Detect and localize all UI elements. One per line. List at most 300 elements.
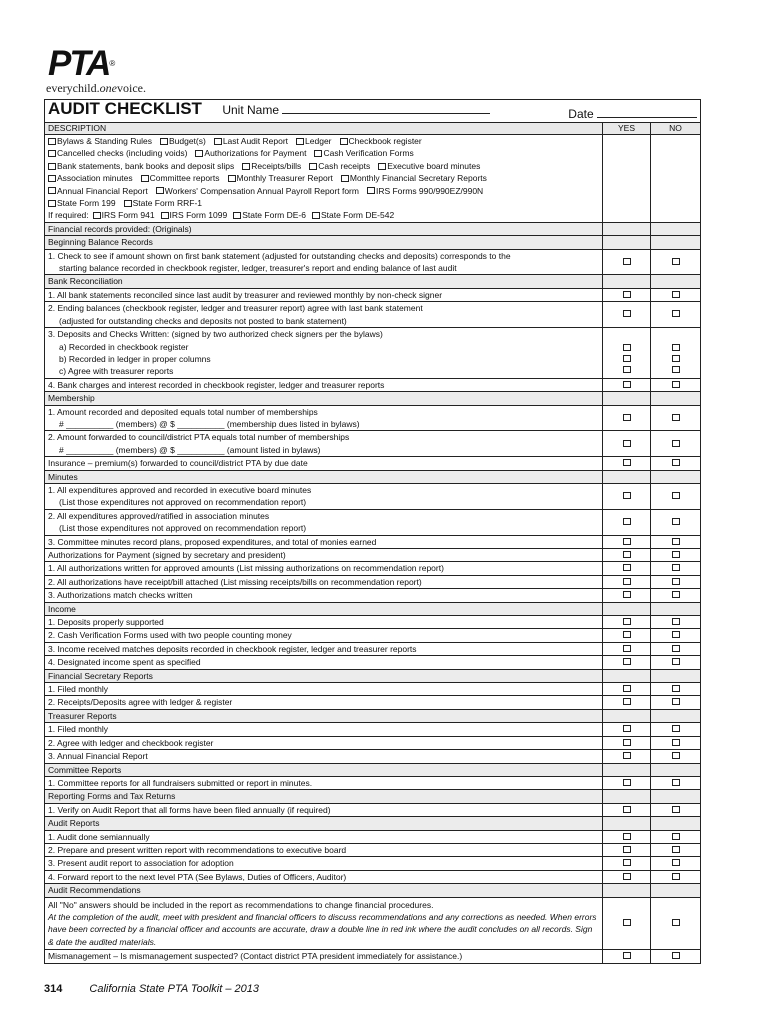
document-item [340,136,422,146]
checkbox[interactable] [623,725,631,732]
checklist-item-text [45,723,603,736]
document-label: Bank statements, bank books and deposit slips [57,160,235,171]
checkbox[interactable] [312,212,320,219]
checkbox[interactable] [367,187,375,194]
yes-cell [603,457,651,470]
checklist-item-text [45,750,603,763]
documents-line [48,160,599,172]
row-text: 2. All expenditures approved/ratified in association minutes [48,510,270,521]
section-header-row [45,470,701,483]
yes-cell [603,790,651,803]
yes-cell [603,870,651,883]
no-cell [651,302,701,328]
checkbox[interactable] [623,414,631,421]
document-item [214,136,288,146]
row-text-continued: (adjusted for outstanding checks and deposits not posted to bank statement) [59,315,347,326]
no-cell [651,549,701,562]
checkbox[interactable] [672,859,680,866]
row-text: 2. Agree with ledger and checkbook register [48,737,214,748]
checkbox[interactable] [672,440,680,447]
checkbox[interactable] [623,846,631,853]
section-title [45,470,603,483]
checkbox[interactable] [623,618,631,625]
checkbox[interactable] [672,310,680,317]
checkbox[interactable] [623,919,631,926]
document-item [314,148,413,158]
no-cell [651,736,701,749]
yes-cell [603,817,651,830]
sub-item-text: b) Recorded in ledger in proper columns [59,353,211,364]
no-cell [651,656,701,669]
checkbox[interactable] [623,518,631,525]
document-item [195,148,306,158]
yes-cell [603,602,651,615]
checkbox[interactable] [623,833,631,840]
yes-cell [603,470,651,483]
recommendations-row [45,897,701,950]
checklist-item-text [45,803,603,816]
checkbox[interactable] [672,518,680,525]
checkbox[interactable] [672,779,680,786]
yes-cell [603,549,651,562]
checkbox[interactable] [623,381,631,388]
checkbox[interactable] [48,150,56,157]
document-label: Bylaws & Standing Rules [57,136,152,146]
yes-cell [603,392,651,405]
documents-list [45,135,603,223]
row-text: 1. All authorizations written for approved amounts (List missing authorizations on recommendation report) [48,563,444,574]
checklist-item-text [45,870,603,883]
checkbox[interactable] [340,138,348,145]
checkbox[interactable] [672,344,680,351]
document-item [309,161,370,171]
checkbox[interactable] [228,175,236,182]
checkbox[interactable] [48,163,56,170]
checkbox[interactable] [623,859,631,866]
checkbox[interactable] [672,366,680,373]
document-label: State Form DE-6 [242,210,306,221]
checkbox[interactable] [672,459,680,466]
yes-cell [603,575,651,588]
checkbox[interactable] [623,492,631,499]
recommendations-instructions: At the completion of the audit, meet with president and financial officers to discuss recommendations and any corrections as needed. When errors have been corrected by a financial officer and accounts are accurate, draw a double line in red ink where the audit concludes on all records. Sign & date the audited materials. [48,911,597,947]
document-item [93,210,155,220]
row-text: 2. Prepare and present written report with recommendations to executive board [48,844,347,855]
checkbox[interactable] [623,645,631,652]
checklist-item-text [45,457,603,470]
checkbox[interactable] [623,752,631,759]
row-text: Committee Reports [48,764,122,775]
row-text: 2. Amount forwarded to council/district PTA equals total number of memberships [48,432,350,443]
checkbox[interactable] [672,591,680,598]
if-required-line [48,209,599,221]
section-title [45,222,603,235]
checklist-row [45,509,701,535]
row-text: 4. Bank charges and interest recorded in checkbook register, ledger and treasurer reports [48,379,385,390]
column-header-row [45,123,701,135]
documents-no-cell [651,135,701,223]
document-item [242,161,301,171]
row-text: 3. Deposits and Checks Written: (signed by two authorized check signers per the bylaws) [48,329,383,340]
checkbox[interactable] [672,355,680,362]
checkbox[interactable] [623,258,631,265]
no-cell [651,696,701,709]
checkbox[interactable] [48,200,56,207]
checkbox[interactable] [623,685,631,692]
document-item [48,186,148,196]
no-cell [651,803,701,816]
row-text-continued: # __________ (members) @ $ __________ (membership dues listed in bylaws) [59,418,360,429]
checkbox[interactable] [623,459,631,466]
yes-cell [603,222,651,235]
checkbox[interactable] [195,150,203,157]
yes-cell [603,431,651,457]
checkbox[interactable] [214,138,222,145]
yes-cell [603,736,651,749]
checkbox[interactable] [623,344,631,351]
section-title [45,392,603,405]
checkbox[interactable] [623,355,631,362]
document-item [228,173,333,183]
if-required-label: If required: [48,210,89,221]
document-item [48,173,133,183]
section-header-row [45,236,701,249]
section-title [45,669,603,682]
checkbox[interactable] [672,658,680,665]
checkbox[interactable] [48,187,56,194]
checkbox[interactable] [672,698,680,705]
yes-cell [603,302,651,328]
footer-source: California State PTA Toolkit – 2013 [89,983,259,995]
checkbox[interactable] [623,366,631,373]
row-text: Audit Reports [48,818,100,829]
description-column-header: DESCRIPTION [45,123,603,135]
section-header-row [45,817,701,830]
section-header-row [45,602,701,615]
checklist-row [45,683,701,696]
document-label: Cancelled checks (including voids) [57,148,188,159]
row-text: 1. Committee reports for all fundraisers submitted or report in minutes. [48,777,313,788]
no-cell [651,817,701,830]
checkbox[interactable] [672,846,680,853]
sub-item-text: c) Agree with treasurer reports [59,366,174,377]
no-cell [651,857,701,870]
yes-cell [603,884,651,897]
unit-name-field[interactable] [282,102,490,114]
checklist-row [45,249,701,275]
document-label: Authorizations for Payment [204,148,307,159]
document-label: Monthly Financial Secretary Reports [349,173,487,184]
tagline-part: one [99,81,117,95]
checklist-item-text [45,642,603,655]
row-text-continued: (List those expenditures not approved on recommendation report) [59,523,307,534]
document-label: IRS Form 1099 [169,210,228,221]
checklist-header-row [45,100,701,123]
document-label: Cash receipts [318,160,371,171]
checkbox[interactable] [623,551,631,558]
checklist-row [45,736,701,749]
section-title [45,884,603,897]
checklist-item-text [45,629,603,642]
section-header-row [45,392,701,405]
checkbox[interactable] [672,806,680,813]
row-text: Financial Secretary Reports [48,670,153,681]
checkbox[interactable] [242,163,250,170]
row-text: Financial records provided: (Originals) [48,223,192,234]
section-title [45,709,603,722]
checkbox[interactable] [124,200,132,207]
page-title: AUDIT CHECKLIST [48,98,202,118]
yes-cell [603,897,651,950]
checklist-row [45,723,701,736]
no-cell [651,870,701,883]
row-text-continued: # __________ (members) @ $ __________ (amount listed in bylaws) [59,444,321,455]
no-cell [651,483,701,509]
yes-cell [603,750,651,763]
checkbox[interactable] [623,310,631,317]
checklist-row [45,405,701,431]
checklist-row [45,803,701,816]
checkbox[interactable] [672,564,680,571]
yes-cell [603,535,651,548]
documents-line [48,172,599,184]
checkbox[interactable] [623,591,631,598]
no-cell [651,509,701,535]
checkbox[interactable] [48,138,56,145]
yes-cell [603,483,651,509]
no-cell [651,830,701,843]
date-label: Date [568,106,594,121]
document-item [48,148,187,158]
no-cell [651,616,701,629]
checkbox[interactable] [672,685,680,692]
checkbox[interactable] [623,291,631,298]
checklist-item-text [45,535,603,548]
checkbox[interactable] [672,833,680,840]
checkbox[interactable] [623,779,631,786]
checkbox[interactable] [48,175,56,182]
checkbox[interactable] [672,952,680,959]
checkbox[interactable] [672,381,680,388]
yes-cell [603,950,651,963]
checkbox[interactable] [341,175,349,182]
checkbox[interactable] [296,138,304,145]
document-item [341,173,487,183]
no-cell [651,602,701,615]
row-text-continued: (List those expenditures not approved on recommendation report) [59,497,307,508]
no-cell [651,843,701,856]
no-cell [651,950,701,963]
row-text-continued: starting balance recorded in checkbook register, ledger, treasurer's report and ending balance of last audit [59,263,457,274]
row-text: 2. Ending balances (checkbook register, ledger and treasurer report) agree with last bank statement [48,303,423,314]
checkbox[interactable] [672,551,680,558]
checkbox[interactable] [314,150,322,157]
no-cell [651,275,701,288]
unit-name-label: Unit Name [222,102,280,117]
checkbox[interactable] [623,658,631,665]
no-cell [651,897,701,950]
section-header-row [45,763,701,776]
checkbox[interactable] [672,291,680,298]
section-header-row [45,275,701,288]
checkbox[interactable] [623,739,631,746]
row-text: 1. All expenditures approved and recorded in executive board minutes [48,484,312,495]
section-header-row [45,709,701,722]
checkbox[interactable] [672,739,680,746]
document-item [141,173,220,183]
row-text: 2. Cash Verification Forms used with two people counting money [48,630,292,641]
document-item [161,210,228,220]
checkbox[interactable] [623,698,631,705]
documents-yes-cell [603,135,651,223]
checklist-row [45,642,701,655]
pta-logo-mark: PTA [48,44,110,83]
checklist-item-text [45,288,603,301]
checklist-item-text [45,696,603,709]
checkbox[interactable] [623,578,631,585]
pta-logo [48,46,158,96]
document-item [48,136,152,146]
checkbox[interactable] [161,212,169,219]
document-item [296,136,331,146]
checkbox[interactable] [378,163,386,170]
checkbox[interactable] [160,138,168,145]
no-cell [651,575,701,588]
checkbox[interactable] [623,806,631,813]
checkbox[interactable] [623,564,631,571]
no-cell [651,709,701,722]
checklist-item-text [45,776,603,789]
no-cell [651,405,701,431]
checkbox[interactable] [672,414,680,421]
checkbox[interactable] [233,212,241,219]
checkbox[interactable] [309,163,317,170]
checkbox[interactable] [672,919,680,926]
checkbox[interactable] [672,538,680,545]
checklist-item-text [45,549,603,562]
checklist-item-text [45,405,603,431]
checklist-row [45,776,701,789]
row-text: Treasurer Reports [48,710,117,721]
yes-cell [603,378,651,391]
recommendations-line: All "No" answers should be included in the report as recommendations to change financial procedures. [48,899,434,910]
checkbox[interactable] [672,578,680,585]
checkbox[interactable] [672,631,680,638]
checklist-row [45,562,701,575]
yes-cell [603,723,651,736]
row-text: 1. All bank statements reconciled since last audit by treasurer and reviewed monthly by non-check signer [48,289,443,300]
checkbox[interactable] [141,175,149,182]
checklist-row [45,535,701,548]
checklist-row [45,378,701,391]
section-header-row [45,884,701,897]
row-text: Audit Recommendations [48,885,141,896]
recommendations-text [45,897,603,950]
document-label: Committee reports [149,173,220,184]
document-item [378,161,480,171]
row-text: 1. Verify on Audit Report that all forms have been filed annually (if required) [48,804,331,815]
yes-cell [603,642,651,655]
checklist-item-text [45,589,603,602]
yes-cell [603,669,651,682]
row-text: 1. Filed monthly [48,684,108,695]
section-title [45,817,603,830]
checklist-item-text [45,431,603,457]
documents-line [48,135,599,147]
checkbox[interactable] [623,440,631,447]
checklist-row [45,431,701,457]
date-field[interactable] [597,106,697,118]
checkbox[interactable] [623,952,631,959]
document-item [367,186,483,196]
row-text: Income [48,603,76,614]
checkbox[interactable] [93,212,101,219]
row-text: 4. Forward report to the next level PTA (See Bylaws, Duties of Officers, Auditor) [48,871,347,882]
checklist-row [45,656,701,669]
yes-cell [603,249,651,275]
yes-cell [603,763,651,776]
no-cell [651,723,701,736]
yes-cell [603,857,651,870]
no-cell [651,288,701,301]
checkbox[interactable] [672,645,680,652]
checkbox[interactable] [672,873,680,880]
documents-row [45,135,701,223]
document-item [124,198,202,208]
document-item [48,161,234,171]
document-label: Executive board minutes [387,160,481,171]
document-item [312,210,394,220]
no-cell [651,457,701,470]
yes-cell [603,683,651,696]
checklist-row [45,302,701,328]
section-title [45,236,603,249]
checkbox[interactable] [672,725,680,732]
document-item [48,198,116,208]
row-text: 3. Committee minutes record plans, proposed expenditures, and total of monies earned [48,536,377,547]
yes-cell [603,328,651,379]
no-cell [651,763,701,776]
yes-cell [603,830,651,843]
checkbox[interactable] [672,258,680,265]
checkbox[interactable] [623,538,631,545]
checkbox[interactable] [672,492,680,499]
checkbox[interactable] [672,752,680,759]
checkbox[interactable] [623,873,631,880]
row-text: 4. Designated income spent as specified [48,657,201,668]
yes-cell [603,776,651,789]
section-title [45,602,603,615]
checkbox[interactable] [156,187,164,194]
documents-line [48,147,599,159]
checklist-row [45,750,701,763]
row-text: 3. Annual Financial Report [48,751,148,762]
checkbox[interactable] [672,618,680,625]
yes-cell [603,656,651,669]
section-title [45,790,603,803]
checklist-row [45,457,701,470]
row-text: 1. Deposits properly supported [48,617,164,628]
checklist-row [45,328,701,379]
checklist-row [45,483,701,509]
no-cell [651,249,701,275]
checkbox[interactable] [623,631,631,638]
checklist-row [45,696,701,709]
no-cell [651,589,701,602]
no-cell [651,236,701,249]
no-cell [651,431,701,457]
checklist-item-text [45,736,603,749]
